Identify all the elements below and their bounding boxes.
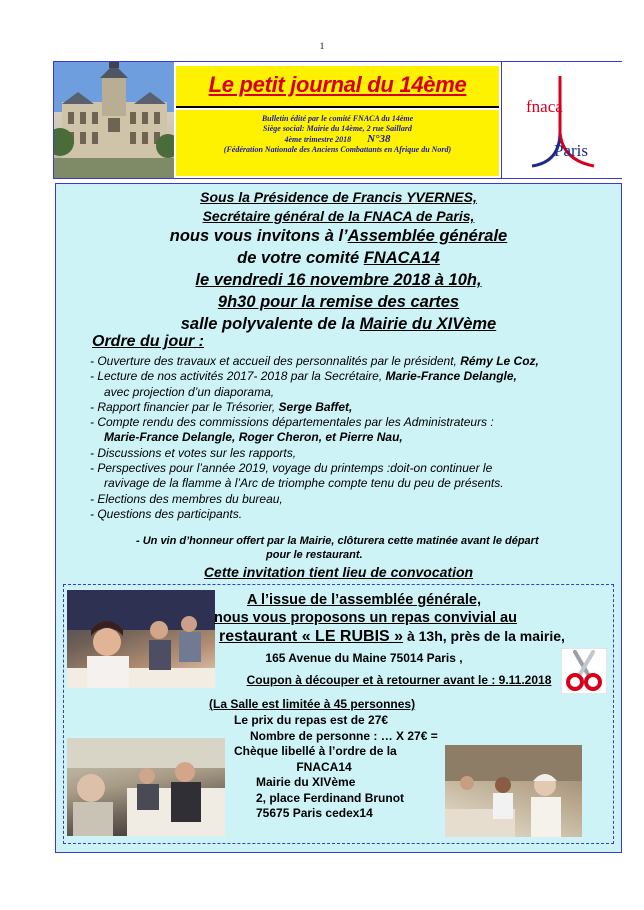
title-banner (176, 66, 499, 108)
agenda-item: - Ouverture des travaux et accueil des personnalités par le président, Rémy Le Coz, (90, 354, 539, 368)
newsletter-header (53, 61, 622, 179)
bulletin-line: Bulletin édité par le comité FNACA du 14ème (261, 114, 414, 123)
agenda-item: - Questions des participants. (90, 506, 243, 521)
federation-line: (Fédération Nationale des Anciens Combattants en Afrique du Nord) (223, 145, 452, 154)
mail-address-1: Mairie du XIVème (256, 775, 356, 789)
date-line: le vendredi 16 novembre 2018 à 10h, (195, 271, 482, 289)
issue-number: N°38 (367, 133, 391, 145)
mairie-name: Mairie du XIVème (359, 315, 497, 333)
agenda-item: ravivage de la flamme à l’Arc de triomphe compte tenu du peu de présents. (104, 476, 504, 491)
comite-name: FNACA14 (363, 249, 440, 267)
fnaca-logo (502, 62, 622, 178)
presidence-line: Sous la Présidence de Francis YVERNES, (200, 189, 477, 205)
coupon-line-2: nous vous proposons un repas convivial au (214, 610, 517, 626)
salle-line (56, 315, 621, 334)
subtitle-banner (176, 110, 499, 176)
comite-text: de votre comité (237, 249, 364, 267)
mairie-photo (54, 62, 174, 178)
restaurant-time: à 13h, près de la mairie, (403, 628, 565, 644)
invitation-panel (55, 183, 622, 853)
cheque-line: Chèque libellé à l’ordre de la (234, 744, 397, 758)
coupon-line-3 (219, 628, 565, 646)
trimestre-text: 4ème trimestre 2018 (284, 135, 352, 144)
vin-line-1: - Un vin d’honneur offert par la Mairie, clôturera cette matinée avant le départ (136, 535, 539, 547)
newsletter-title: Le petit journal du 14ème (208, 72, 467, 97)
mail-address-3: 75675 Paris cedex14 (256, 806, 373, 820)
secretaire-line: Secrétaire général de la FNACA de Paris, (202, 208, 475, 224)
agenda-list (90, 354, 615, 522)
photo-table-illustration (67, 738, 225, 836)
assembly-photo-3 (445, 745, 582, 837)
trimestre-line (176, 134, 499, 145)
siege-social-line: Siège social: Mairie du 14ème, 2 rue Saillard (263, 124, 412, 133)
agenda-item: - Perspectives pour l’année 2019, voyage du printemps :doit-on continuer le (90, 461, 493, 476)
convocation-note: Cette invitation tient lieu de convocation (203, 564, 474, 580)
vin-line-2: pour le restaurant. (266, 549, 363, 561)
salle-text: salle polyvalente de la (180, 315, 360, 333)
coupon-deadline: Coupon à découper et à retourner avant le : 9.11.2018 (246, 673, 552, 687)
scissors-icon (561, 648, 607, 694)
assemblee-generale: Assemblée générale (347, 227, 508, 245)
price-block (234, 713, 464, 822)
agenda-item: - Rapport financier par le Trésorier, Serge Baffet, (90, 399, 353, 414)
agenda-item: avec projection d’un diaporama, (104, 384, 275, 399)
mairie-building-illustration (54, 62, 174, 178)
photo-people-illustration (67, 590, 215, 688)
page-number: 1 (319, 41, 325, 51)
photo-guests-illustration (445, 745, 582, 837)
mail-address-2: 2, place Ferdinand Brunot (256, 790, 405, 805)
price-line: Le prix du repas est de 27€ (234, 713, 389, 727)
logo-fnaca-text: fnaca (526, 97, 563, 116)
agenda-item: - Elections des membres du bureau, (90, 491, 283, 506)
comite-line (56, 249, 621, 268)
cartes-line: 9h30 pour la remise des cartes (217, 293, 460, 311)
assembly-photo-1 (67, 590, 215, 688)
restaurant-address: 165 Avenue du Maine 75014 Paris , (265, 651, 463, 665)
agenda-item: - Lecture de nos activités 2017- 2018 par la Secrétaire, Marie-France Delangle, (90, 369, 517, 384)
fnaca-paris-logo (501, 62, 622, 178)
vin-honneur-note (136, 534, 576, 562)
assembly-photo-2 (67, 738, 225, 836)
logo-paris-text: Paris (554, 141, 588, 160)
capacity-note: (La Salle est limitée à 45 personnes) (209, 697, 416, 711)
agenda-item: Marie-France Delangle, Roger Cheron, et Pierre Nau, (104, 430, 403, 445)
cheque-payee: FNACA14 (296, 759, 352, 774)
restaurant-coupon (63, 584, 614, 844)
coupon-line-1: A l’issue de l’assemblée générale, (247, 592, 481, 608)
ordre-du-jour-heading: Ordre du jour : (92, 333, 204, 350)
agenda-item: - Compte rendu des commissions départementales par les Administrateurs : (90, 415, 494, 430)
agenda-item: - Discussions et votes sur les rapports, (90, 445, 297, 460)
invitation-line (56, 227, 621, 246)
persons-line: Nombre de personne : … X 27€ = (250, 728, 438, 743)
restaurant-name: restaurant « LE RUBIS » (219, 628, 404, 645)
invitation-text: nous vous invitons à l’ (169, 227, 348, 245)
